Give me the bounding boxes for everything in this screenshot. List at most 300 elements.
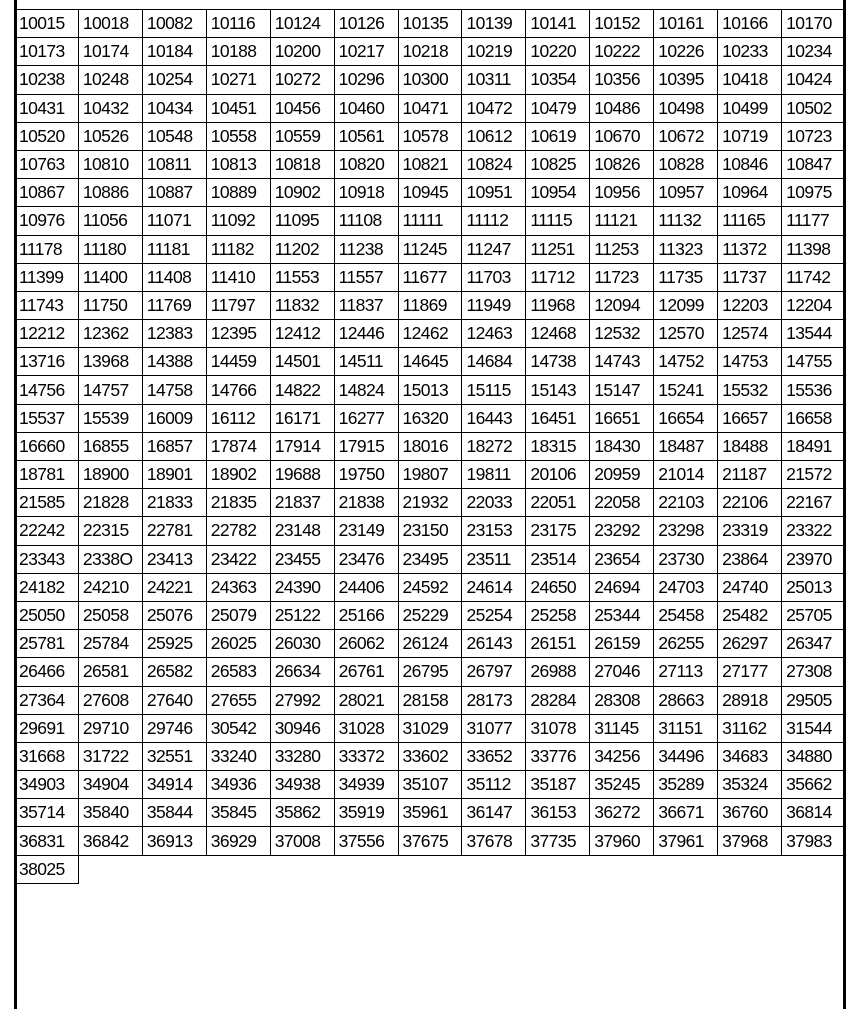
table-cell: 12099 <box>654 291 718 319</box>
table-cell: 17915 <box>334 432 398 460</box>
empty-cell <box>398 855 462 883</box>
table-cell: 27046 <box>590 658 654 686</box>
table-cell: 12412 <box>270 320 334 348</box>
table-cell: 14388 <box>142 348 206 376</box>
table-cell: 26761 <box>334 658 398 686</box>
table-cell: 35289 <box>654 771 718 799</box>
table-cell: 35714 <box>15 799 79 827</box>
table-cell: 19688 <box>270 461 334 489</box>
table-row <box>15 573 846 601</box>
table-cell: 29691 <box>15 714 79 742</box>
table-cell: 23654 <box>590 545 654 573</box>
table-cell: 21014 <box>654 461 718 489</box>
table-cell: 11245 <box>398 235 462 263</box>
table-cell: 21187 <box>718 461 782 489</box>
table-cell: 23150 <box>398 517 462 545</box>
table-cell: 21828 <box>78 489 142 517</box>
table-cell: 10810 <box>78 150 142 178</box>
table-cell: 35245 <box>590 771 654 799</box>
table-cell: 27608 <box>78 686 142 714</box>
table-cell: 10126 <box>334 10 398 38</box>
table-cell: 10763 <box>15 150 79 178</box>
table-cell: 17914 <box>270 432 334 460</box>
table-cell: 30946 <box>270 714 334 742</box>
table-cell: 11398 <box>782 235 846 263</box>
table-cell: 10188 <box>206 38 270 66</box>
table-cell: 29746 <box>142 714 206 742</box>
table-cell: 33280 <box>270 742 334 770</box>
table-cell: 24650 <box>526 573 590 601</box>
table-row <box>15 10 846 38</box>
table-row <box>15 348 846 376</box>
table-cell: 11750 <box>78 291 142 319</box>
table-cell: 26297 <box>718 630 782 658</box>
table-cell: 10471 <box>398 94 462 122</box>
table-cell: 31162 <box>718 714 782 742</box>
table-cell: 10889 <box>206 179 270 207</box>
table-cell: 10479 <box>526 94 590 122</box>
table-cell: 14758 <box>142 376 206 404</box>
table-cell: 12212 <box>15 320 79 348</box>
table-cell: 15147 <box>590 376 654 404</box>
table-cell: 24363 <box>206 573 270 601</box>
empty-cell <box>462 855 526 883</box>
table-cell: 23292 <box>590 517 654 545</box>
table-cell: 27364 <box>15 686 79 714</box>
table-cell: 10826 <box>590 150 654 178</box>
table-cell: 11968 <box>526 291 590 319</box>
table-cell: 28158 <box>398 686 462 714</box>
table-cell: 10226 <box>654 38 718 66</box>
table-cell: 12203 <box>718 291 782 319</box>
table-cell: 36929 <box>206 827 270 855</box>
table-cell: 11238 <box>334 235 398 263</box>
table-cell: 35862 <box>270 799 334 827</box>
table-cell: 12362 <box>78 320 142 348</box>
table-cell: 14766 <box>206 376 270 404</box>
table-cell: 23322 <box>782 517 846 545</box>
empty-cell <box>654 855 718 883</box>
table-cell: 16443 <box>462 404 526 432</box>
table-row <box>15 320 846 348</box>
table-cell: 26151 <box>526 630 590 658</box>
table-cell: 10619 <box>526 122 590 150</box>
table-cell: 11177 <box>782 207 846 235</box>
table-cell: 14756 <box>15 376 79 404</box>
table-cell: 11182 <box>206 235 270 263</box>
table-cell: 24703 <box>654 573 718 601</box>
table-row <box>15 432 846 460</box>
table-cell: 26025 <box>206 630 270 658</box>
table-cell: 16651 <box>590 404 654 432</box>
table-cell: 10135 <box>398 10 462 38</box>
table-cell: 21585 <box>15 489 79 517</box>
table-cell: 11181 <box>142 235 206 263</box>
table-cell: 15532 <box>718 376 782 404</box>
table-cell: 11111 <box>398 207 462 235</box>
table-cell: 25122 <box>270 601 334 629</box>
table-cell: 10975 <box>782 179 846 207</box>
table-row <box>15 799 846 827</box>
table-cell: 10173 <box>15 38 79 66</box>
table-cell: 23149 <box>334 517 398 545</box>
table-cell: 10161 <box>654 10 718 38</box>
table-cell: 27640 <box>142 686 206 714</box>
table-cell: 34904 <box>78 771 142 799</box>
table-cell: 25258 <box>526 601 590 629</box>
table-cell: 33602 <box>398 742 462 770</box>
table-cell: 18430 <box>590 432 654 460</box>
table-cell: 29710 <box>78 714 142 742</box>
table-row <box>15 630 846 658</box>
table-cell: 25076 <box>142 601 206 629</box>
table-cell: 10220 <box>526 38 590 66</box>
table-cell: 10957 <box>654 179 718 207</box>
table-cell: 19750 <box>334 461 398 489</box>
table-cell: 15537 <box>15 404 79 432</box>
table-cell: 26988 <box>526 658 590 686</box>
table-cell: 35107 <box>398 771 462 799</box>
table-cell: 25344 <box>590 601 654 629</box>
table-cell: 21838 <box>334 489 398 517</box>
table-cell: 10821 <box>398 150 462 178</box>
table-cell: 10956 <box>590 179 654 207</box>
table-cell: 10432 <box>78 94 142 122</box>
table-cell: 18272 <box>462 432 526 460</box>
table-cell: 10548 <box>142 122 206 150</box>
table-cell: 34496 <box>654 742 718 770</box>
table-row <box>15 855 846 883</box>
table-row <box>15 235 846 263</box>
table-cell: 10976 <box>15 207 79 235</box>
table-cell: 16320 <box>398 404 462 432</box>
table-cell: 10354 <box>526 66 590 94</box>
table-cell: 24740 <box>718 573 782 601</box>
table-cell: 14501 <box>270 348 334 376</box>
table-cell: 37960 <box>590 827 654 855</box>
table-cell: 10434 <box>142 94 206 122</box>
empty-cell <box>782 855 846 883</box>
table-row <box>15 263 846 291</box>
table-cell: 10170 <box>782 10 846 38</box>
table-cell: 23514 <box>526 545 590 573</box>
table-cell: 11869 <box>398 291 462 319</box>
table-cell: 10184 <box>142 38 206 66</box>
table-cell: 11400 <box>78 263 142 291</box>
table-cell: 10296 <box>334 66 398 94</box>
table-cell: 12570 <box>654 320 718 348</box>
table-cell: 12204 <box>782 291 846 319</box>
table-cell: 37735 <box>526 827 590 855</box>
table-cell: 10018 <box>78 10 142 38</box>
table-cell: 16451 <box>526 404 590 432</box>
table-cell: 28021 <box>334 686 398 714</box>
table-cell: 14645 <box>398 348 462 376</box>
table-cell: 15241 <box>654 376 718 404</box>
table-cell: 34683 <box>718 742 782 770</box>
table-cell: 22033 <box>462 489 526 517</box>
table-cell: 11742 <box>782 263 846 291</box>
table-cell: 37008 <box>270 827 334 855</box>
table-cell: 26255 <box>654 630 718 658</box>
table-cell: 26583 <box>206 658 270 686</box>
table-cell: 31544 <box>782 714 846 742</box>
table-cell: 24390 <box>270 573 334 601</box>
table-row <box>15 601 846 629</box>
table-cell: 11092 <box>206 207 270 235</box>
table-cell: 36814 <box>782 799 846 827</box>
table-cell: 28663 <box>654 686 718 714</box>
table-cell: 24221 <box>142 573 206 601</box>
table-cell: 37983 <box>782 827 846 855</box>
table-row <box>15 376 846 404</box>
table-cell: 28284 <box>526 686 590 714</box>
table-cell: 36272 <box>590 799 654 827</box>
table-cell: 36831 <box>15 827 79 855</box>
table-cell: 26795 <box>398 658 462 686</box>
table-cell: 12395 <box>206 320 270 348</box>
empty-cell <box>142 855 206 883</box>
table-cell: 26124 <box>398 630 462 658</box>
empty-cell <box>526 855 590 883</box>
table-cell: 16277 <box>334 404 398 432</box>
table-cell: 14755 <box>782 348 846 376</box>
table-cell: 10456 <box>270 94 334 122</box>
table-cell: 10460 <box>334 94 398 122</box>
table-cell: 10254 <box>142 66 206 94</box>
table-cell: 18315 <box>526 432 590 460</box>
table-row <box>15 404 846 432</box>
table-cell: 18901 <box>142 461 206 489</box>
empty-cell <box>270 855 334 883</box>
table-cell: 26062 <box>334 630 398 658</box>
table-row <box>15 489 846 517</box>
table-cell: 11121 <box>590 207 654 235</box>
table-cell: 25079 <box>206 601 270 629</box>
table-cell: 26143 <box>462 630 526 658</box>
table-cell: 35961 <box>398 799 462 827</box>
table-cell: 10356 <box>590 66 654 94</box>
table-cell: 18781 <box>15 461 79 489</box>
table-cell: 31077 <box>462 714 526 742</box>
table-cell: 10486 <box>590 94 654 122</box>
table-cell: 26030 <box>270 630 334 658</box>
table-cell: 31151 <box>654 714 718 742</box>
table-cell: 35844 <box>142 799 206 827</box>
table-cell: 10951 <box>462 179 526 207</box>
table-cell: 16654 <box>654 404 718 432</box>
table-cell: 21833 <box>142 489 206 517</box>
table-row <box>15 686 846 714</box>
table-cell: 28173 <box>462 686 526 714</box>
table-cell: 27113 <box>654 658 718 686</box>
table-cell: 10828 <box>654 150 718 178</box>
table-cell: 36153 <box>526 799 590 827</box>
table-cell: 10867 <box>15 179 79 207</box>
empty-cell <box>590 855 654 883</box>
table-cell: 37961 <box>654 827 718 855</box>
table-cell: 14459 <box>206 348 270 376</box>
table-cell: 11115 <box>526 207 590 235</box>
table-cell: 11553 <box>270 263 334 291</box>
table-cell: 10902 <box>270 179 334 207</box>
table-cell: 33776 <box>526 742 590 770</box>
table-cell: 36913 <box>142 827 206 855</box>
table-cell: 37556 <box>334 827 398 855</box>
table-cell: 10499 <box>718 94 782 122</box>
table-cell: 34936 <box>206 771 270 799</box>
table-cell: 21932 <box>398 489 462 517</box>
table-cell: 11703 <box>462 263 526 291</box>
table-cell: 10887 <box>142 179 206 207</box>
table-cell: 23730 <box>654 545 718 573</box>
table-cell: 16658 <box>782 404 846 432</box>
table-cell: 10824 <box>462 150 526 178</box>
table-cell: 10825 <box>526 150 590 178</box>
table-cell: 25482 <box>718 601 782 629</box>
table-cell: 24694 <box>590 573 654 601</box>
table-cell: 37675 <box>398 827 462 855</box>
table-cell: 15536 <box>782 376 846 404</box>
table-cell: 22781 <box>142 517 206 545</box>
table-cell: 37678 <box>462 827 526 855</box>
table-cell: 10200 <box>270 38 334 66</box>
table-cell: 11180 <box>78 235 142 263</box>
table-cell: 13716 <box>15 348 79 376</box>
table-cell: 10578 <box>398 122 462 150</box>
table-cell: 22106 <box>718 489 782 517</box>
table-cell: 11737 <box>718 263 782 291</box>
table-cell: 24614 <box>462 573 526 601</box>
table-cell: 24406 <box>334 573 398 601</box>
table-cell: 10723 <box>782 122 846 150</box>
table-row <box>15 742 846 770</box>
table-cell: 12574 <box>718 320 782 348</box>
table-cell: 15143 <box>526 376 590 404</box>
table-cell: 12383 <box>142 320 206 348</box>
table-cell: 26347 <box>782 630 846 658</box>
table-cell: 10424 <box>782 66 846 94</box>
table-cell: 10166 <box>718 10 782 38</box>
table-cell: 10174 <box>78 38 142 66</box>
table-cell: 10082 <box>142 10 206 38</box>
table-cell: 10847 <box>782 150 846 178</box>
table-cell: 10015 <box>15 10 79 38</box>
table-cell: 14752 <box>654 348 718 376</box>
table-cell: 34914 <box>142 771 206 799</box>
table-cell: 20959 <box>590 461 654 489</box>
table-cell: 16171 <box>270 404 334 432</box>
table-cell: 11251 <box>526 235 590 263</box>
table-cell: 12532 <box>590 320 654 348</box>
table-row <box>15 291 846 319</box>
table-cell: 14511 <box>334 348 398 376</box>
table-cell: 35662 <box>782 771 846 799</box>
number-table-body <box>15 10 846 884</box>
table-cell: 10918 <box>334 179 398 207</box>
table-cell: 23343 <box>15 545 79 573</box>
empty-cell <box>206 855 270 883</box>
table-cell: 22167 <box>782 489 846 517</box>
table-cell: 11095 <box>270 207 334 235</box>
table-cell: 20106 <box>526 461 590 489</box>
table-cell: 18902 <box>206 461 270 489</box>
table-cell: 26581 <box>78 658 142 686</box>
table-cell: 12462 <box>398 320 462 348</box>
table-cell: 16857 <box>142 432 206 460</box>
table-cell: 10139 <box>462 10 526 38</box>
table-cell: 34903 <box>15 771 79 799</box>
table-cell: 14822 <box>270 376 334 404</box>
table-cell: 16657 <box>718 404 782 432</box>
table-cell: 16660 <box>15 432 79 460</box>
table-cell: 23511 <box>462 545 526 573</box>
table-cell: 31028 <box>334 714 398 742</box>
table-cell: 11323 <box>654 235 718 263</box>
table-cell: 14757 <box>78 376 142 404</box>
table-cell: 35919 <box>334 799 398 827</box>
table-cell: 16855 <box>78 432 142 460</box>
table-cell: 11837 <box>334 291 398 319</box>
table-cell: 22315 <box>78 517 142 545</box>
table-cell: 36671 <box>654 799 718 827</box>
table-cell: 28308 <box>590 686 654 714</box>
table-cell: 10271 <box>206 66 270 94</box>
table-cell: 14753 <box>718 348 782 376</box>
table-row <box>15 66 846 94</box>
table-row <box>15 545 846 573</box>
table-cell: 10612 <box>462 122 526 150</box>
table-cell: 10451 <box>206 94 270 122</box>
table-cell: 11247 <box>462 235 526 263</box>
table-cell: 10672 <box>654 122 718 150</box>
table-cell: 10813 <box>206 150 270 178</box>
table-cell: 10431 <box>15 94 79 122</box>
table-cell: 27655 <box>206 686 270 714</box>
table-cell: 10820 <box>334 150 398 178</box>
table-cell: 37968 <box>718 827 782 855</box>
table-cell: 10141 <box>526 10 590 38</box>
table-cell: 25254 <box>462 601 526 629</box>
table-cell: 17874 <box>206 432 270 460</box>
table-cell: 10311 <box>462 66 526 94</box>
table-cell: 10300 <box>398 66 462 94</box>
table-cell: 35112 <box>462 771 526 799</box>
table-row <box>15 771 846 799</box>
table-cell: 26159 <box>590 630 654 658</box>
table-cell: 34938 <box>270 771 334 799</box>
table-cell: 11832 <box>270 291 334 319</box>
table-cell: 25058 <box>78 601 142 629</box>
table-cell: 21835 <box>206 489 270 517</box>
table-cell: 36147 <box>462 799 526 827</box>
table-cell: 10233 <box>718 38 782 66</box>
table-cell: 14684 <box>462 348 526 376</box>
table-cell: 12468 <box>526 320 590 348</box>
table-cell: 10395 <box>654 66 718 94</box>
table-cell: 35187 <box>526 771 590 799</box>
table-cell: 19807 <box>398 461 462 489</box>
table-cell: 21572 <box>782 461 846 489</box>
table-cell: 22103 <box>654 489 718 517</box>
table-cell: 34939 <box>334 771 398 799</box>
table-cell: 10846 <box>718 150 782 178</box>
number-table <box>14 9 846 884</box>
table-cell: 23864 <box>718 545 782 573</box>
table-cell: 31668 <box>15 742 79 770</box>
table-cell: 33240 <box>206 742 270 770</box>
table-cell: 11712 <box>526 263 590 291</box>
